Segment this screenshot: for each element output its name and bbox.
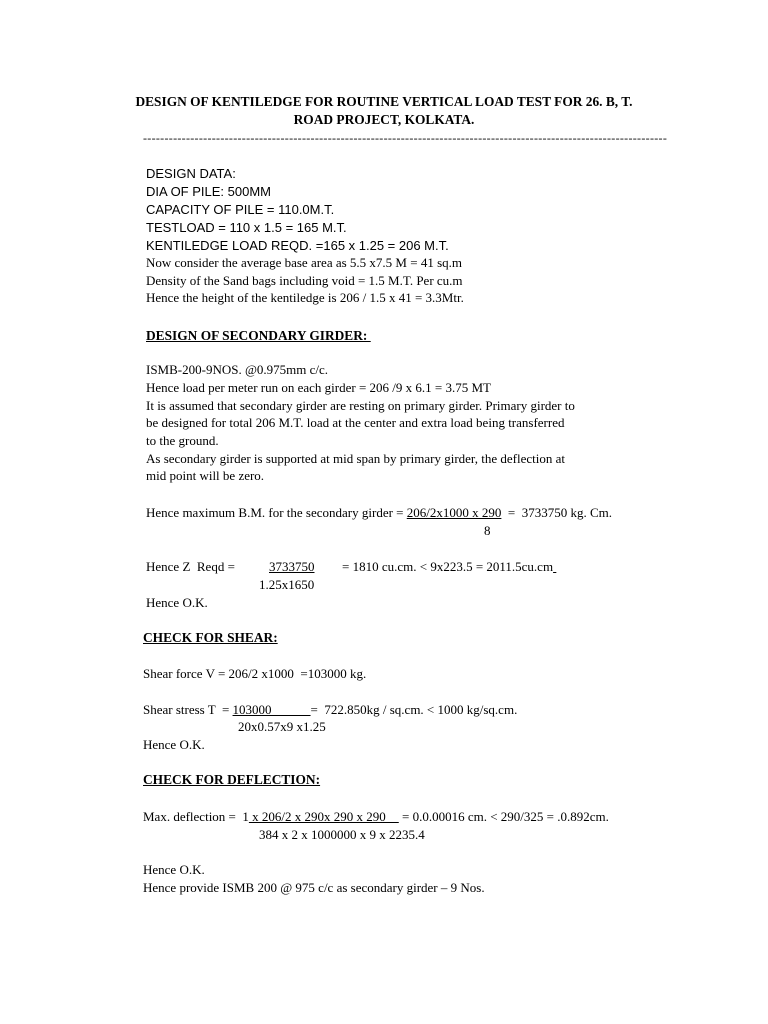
kentiledge-height: Hence the height of the kentiledge is 206 / 1.5 x 41 = 3.3Mtr.	[146, 290, 464, 305]
deflection-denominator: 384 x 2 x 1000000 x 9 x 2235.4	[259, 827, 425, 842]
bm-numerator: 206/2x1000 x 290	[406, 505, 502, 520]
shear-stress-denominator: 20x0.57x9 x1.25	[238, 719, 326, 734]
bm-result: = 3733750 kg. Cm.	[501, 505, 613, 520]
load-per-meter: Hence load per meter run on each girder = 206 /9 x 6.1 = 3.75 MT	[146, 380, 491, 395]
assumption-line-3: to the ground.	[146, 433, 219, 448]
deflection-result: = 0.0.00016 cm. < 290/325 = .0.892cm.	[398, 809, 609, 824]
separator-line: --------------------------------------------------------------------------------------------------------------------------	[143, 131, 668, 145]
z-reqd-ok: Hence O.K.	[146, 595, 208, 610]
z-reqd-tail	[553, 559, 556, 574]
shear-stress-result: = 722.850kg / sq.cm. < 1000 kg/sq.cm.	[310, 702, 518, 717]
z-reqd-prefix: Hence Z Reqd =	[146, 559, 235, 574]
shear-stress-numerator: 103000	[232, 702, 311, 717]
dia-of-pile: DIA OF PILE: 500MM	[146, 184, 271, 199]
kentiledge-load: KENTILEDGE LOAD REQD. =165 x 1.25 = 206 M.T.	[146, 238, 449, 253]
shear-heading: CHECK FOR SHEAR:	[143, 630, 278, 645]
deflection-note-line-1: As secondary girder is supported at mid span by primary girder, the deflection at	[146, 451, 565, 466]
z-reqd-numerator: 3733750	[269, 559, 315, 574]
sand-bag-density: Density of the Sand bags including void = 1.5 M.T. Per cu.m	[146, 273, 463, 288]
z-reqd-result	[342, 558, 556, 576]
shear-ok: Hence O.K.	[143, 737, 205, 752]
deflection-note-line-2: mid point will be zero.	[146, 468, 265, 483]
assumption-line-1: It is assumed that secondary girder are resting on primary girder. Primary girder to	[146, 398, 575, 413]
deflection-numerator: x 206/2 x 290x 290 x 290	[248, 809, 399, 824]
deflection-heading: CHECK FOR DEFLECTION:	[143, 772, 321, 787]
girder-spec: ISMB-200-9NOS. @0.975mm c/c.	[146, 362, 329, 377]
deflection-prefix: Max. deflection = 1	[143, 809, 249, 824]
shear-stress-prefix: Shear stress T =	[143, 702, 233, 717]
average-base-area: Now consider the average base area as 5.5 x7.5 M = 41 sq.m	[146, 255, 462, 270]
deflection-ok: Hence O.K.	[143, 862, 205, 877]
z-reqd-result-text: = 1810 cu.cm. < 9x223.5 = 2011.5cu.cm	[342, 559, 554, 574]
bm-denominator: 8	[484, 523, 491, 538]
test-load: TESTLOAD = 110 x 1.5 = 165 M.T.	[146, 220, 347, 235]
deflection-equation	[143, 808, 609, 826]
z-reqd-denominator: 1.25x1650	[259, 577, 315, 592]
assumption-line-2: be designed for total 206 M.T. load at the center and extra load being transferred	[146, 415, 565, 430]
document-title-line-2: ROAD PROJECT, KOLKATA.	[293, 112, 475, 127]
bending-moment-equation	[146, 504, 612, 522]
secondary-girder-heading: DESIGN OF SECONDARY GIRDER:	[146, 328, 371, 343]
document-title-line-1: DESIGN OF KENTILEDGE FOR ROUTINE VERTICAL LOAD TEST FOR 26. B, T.	[135, 94, 633, 109]
conclusion-line: Hence provide ISMB 200 @ 975 c/c as secondary girder – 9 Nos.	[143, 880, 485, 895]
capacity-of-pile: CAPACITY OF PILE = 110.0M.T.	[146, 202, 335, 217]
shear-force: Shear force V = 206/2 x1000 =103000 kg.	[143, 666, 367, 681]
design-data-label: DESIGN DATA:	[146, 166, 236, 181]
bm-prefix: Hence maximum B.M. for the secondary girder =	[146, 505, 407, 520]
shear-stress-equation	[143, 701, 517, 719]
